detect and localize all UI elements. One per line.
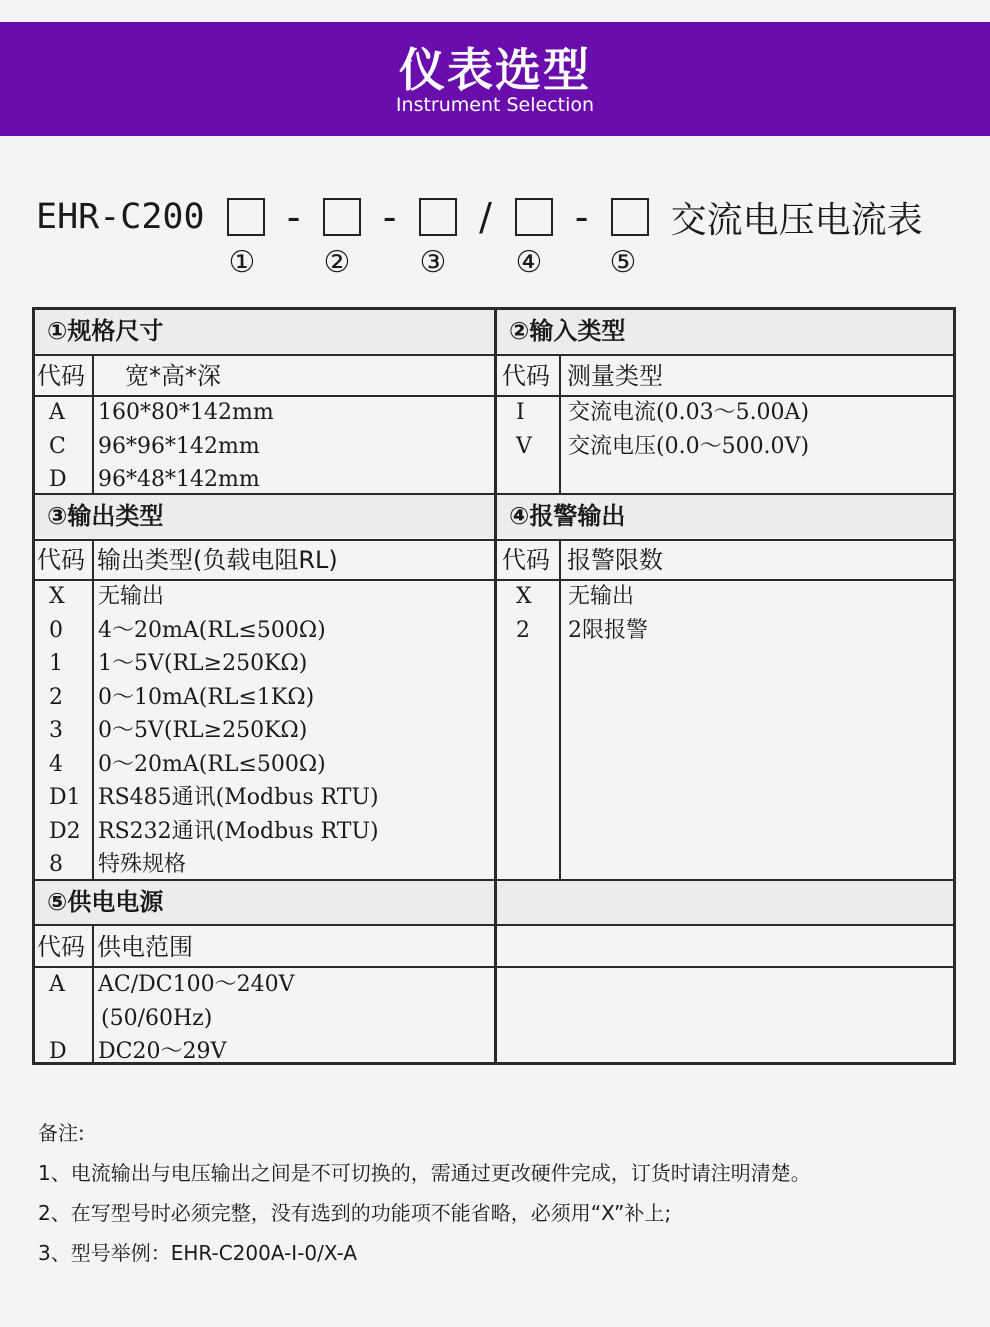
code-column-line bbox=[559, 541, 561, 879]
banner-subtitle: Instrument Selection bbox=[395, 94, 595, 116]
input-code: V bbox=[516, 433, 532, 459]
size-code: A bbox=[49, 400, 65, 425]
input-code-header: 代码 bbox=[502, 362, 550, 390]
option-box-2 bbox=[323, 198, 361, 236]
code-column-line bbox=[559, 356, 561, 493]
section-title-alarm: ④报警输出 bbox=[497, 495, 953, 538]
divider bbox=[35, 579, 953, 581]
position-marker-3: ③ bbox=[419, 245, 447, 280]
alarm-code: 2 bbox=[516, 617, 530, 643]
column-divider bbox=[494, 310, 497, 1062]
model-separator: - bbox=[286, 195, 301, 239]
option-box-5 bbox=[611, 198, 649, 236]
option-box-4 bbox=[515, 198, 553, 236]
notes-title: 备注: bbox=[38, 1121, 85, 1145]
model-separator: - bbox=[574, 195, 589, 239]
alarm-desc: 无输出 bbox=[568, 584, 635, 609]
header-banner bbox=[0, 22, 990, 136]
power-code: A bbox=[49, 972, 65, 997]
output-desc: 无输出 bbox=[98, 584, 165, 609]
size-desc: 96*96*142mm bbox=[98, 433, 260, 459]
position-marker-2: ② bbox=[323, 245, 351, 280]
model-separator: - bbox=[382, 195, 397, 239]
code-column-line bbox=[92, 926, 94, 1062]
model-code-line bbox=[36, 192, 923, 242]
size-desc: 96*48*142mm bbox=[98, 467, 260, 492]
section-title-size: ①规格尺寸 bbox=[35, 310, 494, 353]
divider bbox=[35, 539, 953, 541]
power-desc: DC20～29V bbox=[98, 1039, 227, 1064]
output-code: 4 bbox=[49, 751, 63, 777]
input-desc-header: 测量类型 bbox=[567, 362, 663, 390]
power-desc: (50/60Hz) bbox=[101, 1005, 213, 1031]
output-desc: RS232通讯(Modbus RTU) bbox=[98, 818, 379, 844]
output-code: D2 bbox=[49, 818, 81, 844]
input-desc: 交流电压(0.0～500.0V) bbox=[568, 433, 810, 459]
output-code: 8 bbox=[49, 852, 63, 877]
position-marker-4: ④ bbox=[515, 245, 543, 280]
section-title-power: ⑤供电电源 bbox=[35, 881, 494, 924]
spec-table bbox=[32, 307, 956, 1065]
power-desc-header: 供电范围 bbox=[97, 933, 193, 961]
note-item: 3、型号举例：EHR-C200A-I-0/X-A bbox=[38, 1241, 358, 1265]
output-code: D1 bbox=[49, 785, 81, 810]
input-code: I bbox=[516, 400, 525, 425]
output-code-header: 代码 bbox=[37, 546, 85, 574]
output-code: 1 bbox=[49, 651, 63, 676]
alarm-code-header: 代码 bbox=[502, 546, 550, 574]
model-separator: / bbox=[479, 195, 492, 239]
option-box-1 bbox=[227, 198, 265, 236]
output-code: 2 bbox=[49, 684, 63, 710]
output-desc: 4～20mA(RL≤500Ω) bbox=[98, 617, 326, 643]
power-desc: AC/DC100～240V bbox=[98, 972, 295, 997]
output-desc: 0～20mA(RL≤500Ω) bbox=[98, 751, 326, 777]
size-code: D bbox=[49, 467, 67, 492]
size-desc: 160*80*142mm bbox=[98, 400, 274, 425]
alarm-code: X bbox=[516, 584, 532, 609]
output-desc: 0～10mA(RL≤1KΩ) bbox=[98, 684, 315, 710]
position-marker-1: ① bbox=[228, 245, 256, 280]
divider bbox=[35, 354, 953, 356]
code-column-line bbox=[92, 356, 94, 493]
input-desc: 交流电流(0.03～5.00A) bbox=[568, 400, 810, 425]
output-desc-header: 输出类型(负载电阻RL) bbox=[97, 546, 338, 574]
option-box-3 bbox=[419, 198, 457, 236]
model-prefix: EHR-C200 bbox=[36, 197, 205, 237]
alarm-desc-header: 报警限数 bbox=[567, 546, 663, 574]
divider bbox=[35, 924, 953, 926]
size-code-header: 代码 bbox=[37, 362, 85, 390]
power-code: D bbox=[49, 1039, 67, 1064]
section-title-output: ③输出类型 bbox=[35, 495, 494, 538]
position-marker-5: ⑤ bbox=[609, 245, 637, 280]
output-desc: 0～5V(RL≥250KΩ) bbox=[98, 718, 308, 743]
size-desc-header: 宽*高*深 bbox=[125, 362, 221, 390]
power-code-header: 代码 bbox=[37, 933, 85, 961]
code-column-line bbox=[92, 541, 94, 879]
empty-section-header bbox=[497, 881, 953, 924]
note-item: 1、电流输出与电压输出之间是不可切换的，需通过更改硬件完成，订货时请注明清楚。 bbox=[38, 1161, 811, 1185]
output-desc: 特殊规格 bbox=[98, 852, 187, 877]
model-suffix: 交流电压电流表 bbox=[670, 199, 923, 241]
banner-title: 仪表选型 bbox=[399, 43, 591, 97]
section-title-input: ②输入类型 bbox=[497, 310, 953, 353]
output-desc: 1～5V(RL≥250KΩ) bbox=[98, 651, 308, 676]
output-code: 3 bbox=[49, 718, 63, 743]
output-code: 0 bbox=[49, 617, 63, 643]
note-item: 2、在写型号时必须完整，没有选到的功能项不能省略，必须用“X”补上; bbox=[38, 1201, 672, 1225]
output-desc: RS485通讯(Modbus RTU) bbox=[98, 785, 379, 810]
alarm-desc: 2限报警 bbox=[568, 617, 648, 643]
output-code: X bbox=[49, 584, 65, 609]
notes bbox=[38, 1113, 811, 1273]
size-code: C bbox=[49, 433, 66, 459]
